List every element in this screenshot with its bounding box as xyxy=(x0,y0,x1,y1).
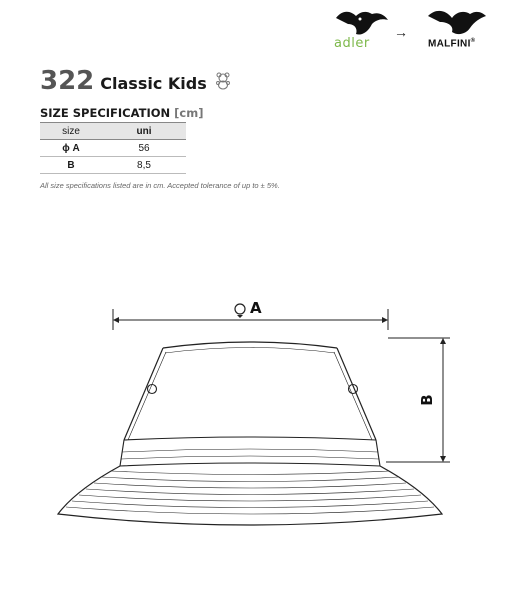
row-value-a: 56 xyxy=(102,140,186,157)
row-value-b: 8,5 xyxy=(102,157,186,174)
hat-brim xyxy=(58,466,442,525)
dimension-a-label: A xyxy=(250,299,262,317)
tolerance-note: All size specifications listed are in cm. Accepted tolerance of up to ± 5%. xyxy=(40,181,280,190)
circumference-icon xyxy=(235,304,245,318)
hat-crown xyxy=(124,342,376,440)
spec-heading: SIZE SPECIFICATION [cm] xyxy=(40,106,204,120)
hat-band xyxy=(120,437,380,466)
product-name: Classic Kids xyxy=(100,74,207,93)
vent-eyelet-left xyxy=(148,385,157,394)
dimension-b-label: B xyxy=(418,394,436,406)
malfini-logo-text: MALFINI® xyxy=(428,38,476,50)
product-code: 322 xyxy=(40,66,95,96)
row-label-a: ϕ A xyxy=(40,140,102,157)
adler-logo-text: adler xyxy=(334,36,370,51)
column-header-size: size xyxy=(40,123,102,140)
arrow-icon: → xyxy=(394,24,408,40)
column-header-uni: uni xyxy=(102,123,186,140)
row-label-b: B xyxy=(40,157,102,174)
